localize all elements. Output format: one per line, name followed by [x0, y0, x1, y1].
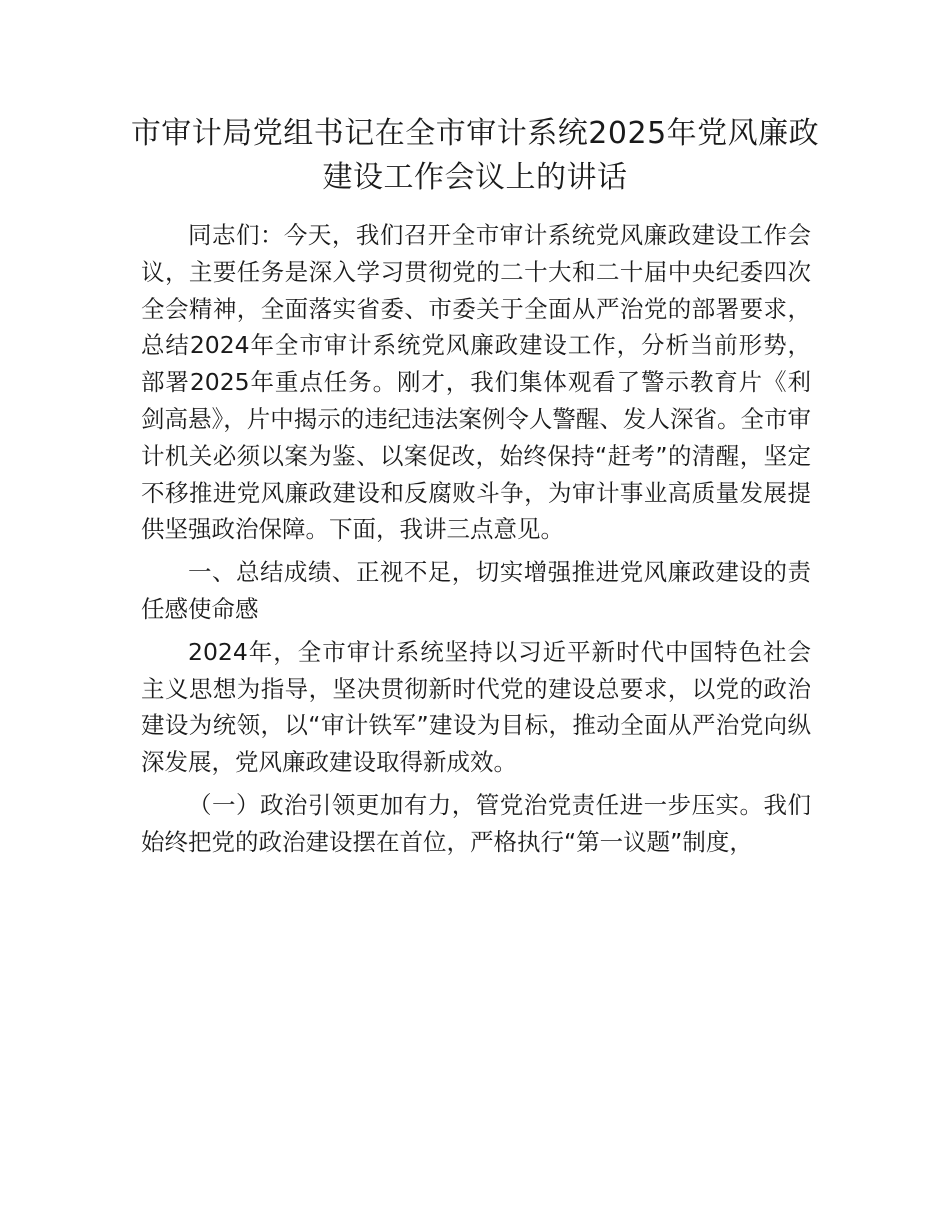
paragraph-subsection-1: （一）政治引领更加有力，管党治党责任进一步压实。我们始终把党的政治建设摆在首位，严格执行“第一议题”制度，	[141, 790, 811, 856]
section-heading-1: 一、总结成绩、正视不足，切实增强推进党风廉政建设的责任感使命感	[141, 558, 811, 623]
document-body	[141, 217, 811, 861]
paragraph-opening: 同志们：今天，我们召开全市审计系统党风廉政建设工作会议，主要任务是深入学习贯彻党的二十大和二十届中央纪委四次全会精神，全面落实省委、市委关于全面从严治党的部署要求，总结2024年全市审计系统党风廉政建设工作，分析当前形势，部署2025年重点任务。刚才，我们集体观看了警示教育片《利剑高悬》，片中揭示的违纪违法案例令人警醒、发人深省。全市审计机关必须以案为鉴、以案促改，始终保持“赶考”的清醒，坚定不移推进党风廉政建设和反腐败斗争，为审计事业高质量发展提供坚强政治保障。下面，我讲三点意见。	[141, 221, 811, 544]
document-title: 市审计局党组书记在全市审计系统2025年党风廉政建设工作会议上的讲话	[130, 116, 820, 195]
paragraph-summary: 2024年，全市审计系统坚持以习近平新时代中国特色社会主义思想为指导，坚决贯彻新时代党的建设总要求，以党的政治建设为统领，以“审计铁军”建设为目标，推动全面从严治党向纵深发展，党风廉政建设取得新成效。	[141, 637, 811, 777]
